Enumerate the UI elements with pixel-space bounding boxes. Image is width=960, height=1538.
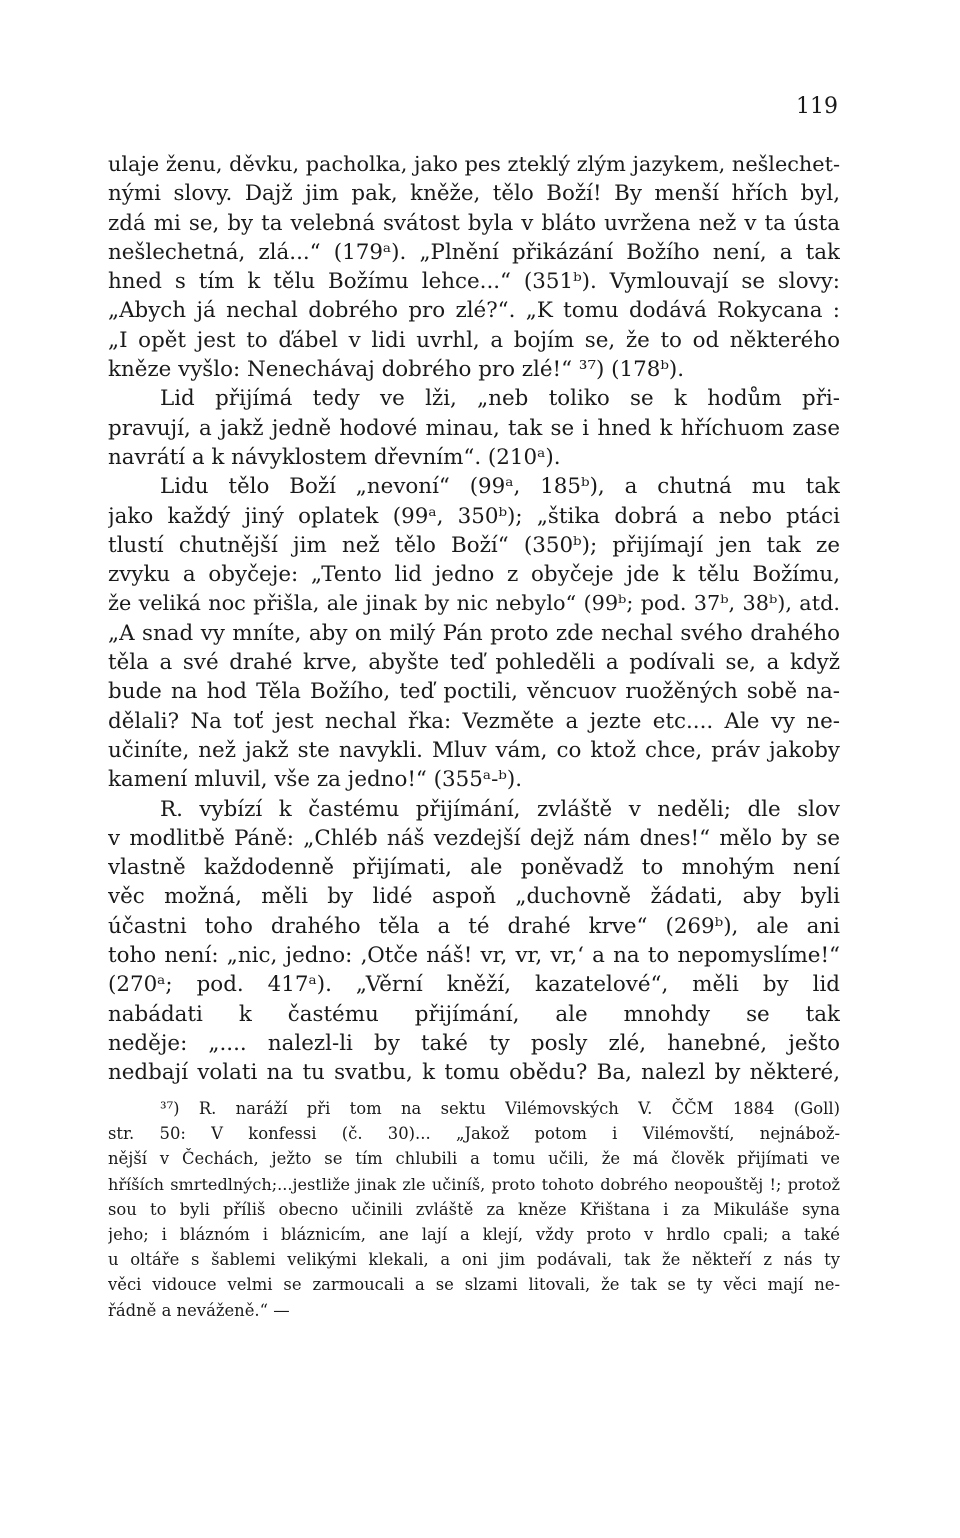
footnote-line: str. 50: V konfessi (č. 30)... „Jakož potom i Vilémovští, nejnábož- bbox=[108, 1124, 840, 1144]
text-line: neděje: „.... nalezl-li by také ty posly zlé, hanebné, ješto bbox=[108, 1030, 840, 1056]
text-line: kněze vyšlo: Nenechávaj dobrého pro zlé!“ ³⁷) (178ᵇ). bbox=[108, 357, 685, 383]
text-line: Lidu tělo Boží „nevoní“ (99ᵃ, 185ᵇ), a chutná mu tak bbox=[160, 474, 840, 500]
text-line: nými slovy. Dajž jim pak, kněže, tělo Boží! By menší hřích byl, bbox=[108, 181, 840, 207]
footnote-line: ³⁷) R. naráží při tom na sektu Vilémovských V. ČČM 1884 (Goll) bbox=[160, 1099, 840, 1118]
text-line: navrátí a k návyklostem dřevním“. (210ᵃ). bbox=[108, 444, 561, 470]
text-line: zdá mi se, by ta velebná svátost byla v bláto uvržena než v ta ústa bbox=[108, 210, 840, 236]
main-text bbox=[108, 150, 840, 1088]
footnote-line: jeho; i bláznóm i bláznicím, ane lají a klejí, vždy proto v hrdlo cpali; a také bbox=[108, 1224, 840, 1244]
text-line: nedbají volati na tu svatbu, k tomu obědu? Ba, nalezl by některé, bbox=[108, 1060, 840, 1086]
text-line: kamení mluvil, vše za jedno!“ (355ᵃ-ᵇ). bbox=[108, 767, 523, 793]
footnotes bbox=[108, 1096, 840, 1323]
text-line: (270ᵃ; pod. 417ᵃ). „Věrní kněží, kazatelové“, měli by lid bbox=[108, 972, 840, 998]
text-line: vlastně každodenně přijímati, ale poněvadž to mnohým není bbox=[108, 855, 840, 881]
footnote-line: sou to byli příliš obecno učinili zvláště za kněze Křištana i za Mikuláše syna bbox=[108, 1199, 840, 1219]
text-line: věc možná, měli by lidé aspoň „duchovně žádati, aby byli bbox=[108, 884, 840, 910]
text-line: učiníte, než jakž ste navykli. Mluv vám, co ktož chce, práv jakoby bbox=[108, 737, 840, 763]
text-line: že veliká noc přišla, ale jinak by nic nebylo“ (99ᵇ; pod. 37ᵇ, 38ᵇ), atd. bbox=[108, 591, 840, 616]
footnote-line: u oltáře s šablemi velikými klekali, a oni jim podávali, tak že někteří z nás ty bbox=[108, 1250, 840, 1270]
text-line: Lid přijímá tedy ve lži, „neb toliko se k hodům při- bbox=[160, 386, 840, 412]
text-line: v modlitbě Páně: „Chléb náš vezdejší dejž nám dnes!“ mělo by se bbox=[108, 825, 840, 851]
text-line: R. vybízí k častému přijímání, zvláště v neděli; dle slov bbox=[160, 796, 840, 822]
text-line: tlustí chutnější jim než tělo Boží“ (350ᵇ); přijímají jen tak ze bbox=[108, 532, 840, 558]
text-line: zvyku a obyčeje: „Tento lid jedno z obyčeje jde k tělu Božímu, bbox=[108, 562, 840, 588]
footnote-line: řádně a neváženě.“ — bbox=[108, 1300, 290, 1320]
text-line: „Abych já nechal dobrého pro zlé?“. „K tomu dodává Rokycana : bbox=[108, 298, 840, 324]
text-line: těla a své drahé krve, abyšte teď pohleděli a podívali se, a když bbox=[108, 650, 840, 676]
page-number: 119 bbox=[796, 94, 838, 119]
text-line: pravují, a jakž jedně hodové minau, tak se i hned k hříchuom zase bbox=[108, 415, 840, 441]
text-line: „A snad vy mníte, aby on milý Pán proto zde nechal svého drahého bbox=[108, 620, 840, 646]
footnote-line: věci vidouce velmi se zarmoucali a se slzami litovali, že tak se ty věci mají ne- bbox=[108, 1275, 840, 1295]
text-line: bude na hod Těla Božího, teď poctili, věncuov ruožěných sobě na- bbox=[108, 679, 840, 705]
footnote-line: hříších smrtedlných;...jestliže jinak zle učiníš, proto tohoto dobrého neopouštěj !; protož bbox=[108, 1174, 840, 1194]
text-line: hned s tím k tělu Božímu lehce...“ (351ᵇ). Vymlouvají se slovy: bbox=[108, 269, 840, 295]
text-line: účastni toho drahého těla a té drahé krve“ (269ᵇ), ale ani bbox=[108, 913, 840, 939]
footnote-line: nější v Čechách, ježto se tím chlubili a tomu učili, že má člověk přijímati ve bbox=[108, 1149, 840, 1169]
text-line: jako každý jiný oplatek (99ᵃ, 350ᵇ); „štika dobrá a nebo ptáci bbox=[108, 503, 840, 529]
text-line: nabádati k častému přijímání, ale mnohdy se tak bbox=[108, 1001, 840, 1027]
text-line: ulaje ženu, děvku, pacholka, jako pes zteklý zlým jazykem, nešlechet- bbox=[108, 152, 840, 176]
text-line: „I opět jest to ďábel v lidi uvrhl, a bojím se, že to od některého bbox=[108, 327, 840, 353]
text-line: dělali? Na toť jest nechal řka: Vezměte a jezte etc.... Ale vy ne- bbox=[108, 708, 840, 734]
text-line: nešlechetná, zlá...“ (179ᵃ). „Plnění přikázání Božího není, a tak bbox=[108, 239, 840, 265]
text-line: toho není: „nic, jedno: ‚Otče náš! vr, vr, vr,‘ a na to nepomyslíme!“ bbox=[108, 943, 840, 969]
